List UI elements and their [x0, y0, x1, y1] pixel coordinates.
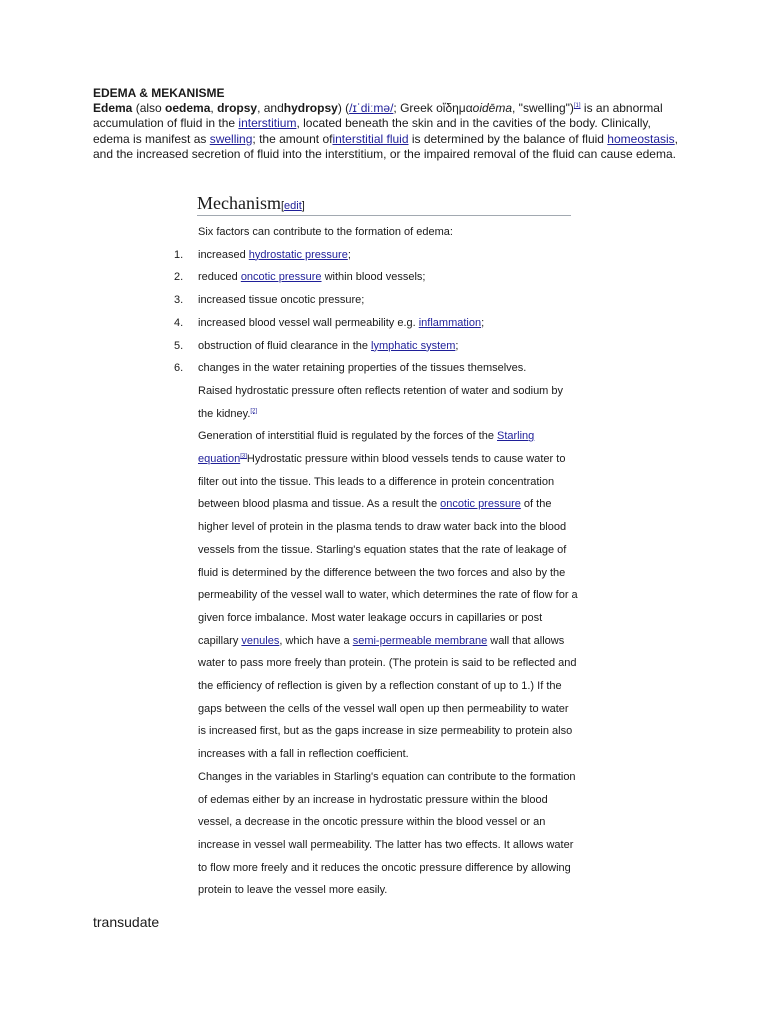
factor-item: [174, 335, 578, 358]
inflammation-link[interactable]: inflammation: [418, 316, 482, 329]
factor-text: obstruction of fluid clearance in the: [198, 339, 372, 352]
factor-number: 1.: [174, 248, 184, 261]
swelling-link[interactable]: swelling: [209, 131, 253, 146]
edit-bracket-close: ]: [301, 200, 305, 212]
factor-item: [174, 266, 578, 289]
mechanism-body: [174, 221, 578, 902]
factor-text: ;: [347, 248, 351, 261]
hydrostatic-pressure-link[interactable]: hydrostatic pressure: [248, 248, 348, 261]
oncotic-pressure-link[interactable]: oncotic pressure: [240, 271, 322, 284]
intro-text: is an abnormal accumulation of fluid in the: [93, 101, 663, 131]
factor-text: ;: [455, 339, 459, 352]
intro-text: is determined by the balance of fluid: [408, 131, 608, 146]
factor-item: [174, 289, 578, 312]
paragraph-starling-variables: Changes in the variables in Starling's equation can contribute to the formation of edemas either by an increase in hydrostatic pressure within the blood vessel, a decrease in the oncotic pressure within the blood vessel or an increase in vessel wall permeability. The latter has two effects. It allows water to flow more freely and it reduces the oncotic pressure difference by allowing protein to leave the vessel more easily.: [198, 770, 576, 897]
paragraph-starling: [198, 425, 578, 766]
paragraph-text: of the higher level of protein in the plasma tends to draw water back into the blood vessels from the tissue. Starling's equation states that the rate of leakage of fluid is determined by the difference between the two forces and also by the permeability of the vessel wall to water, which determines the rate of flow for a given force imbalance. Most water leakage occurs in capillaries or post capillary: [198, 498, 578, 647]
section-heading-mechanism: [197, 193, 571, 216]
factor-number: 5.: [174, 339, 184, 352]
venules-link[interactable]: venules: [241, 634, 280, 647]
factor-text: reduced: [198, 271, 241, 284]
intro-text: , and: [257, 101, 284, 115]
starling-equation-link[interactable]: Starling equation: [198, 430, 535, 466]
paragraph-hydrostatic: [198, 380, 578, 425]
factor-number: 2.: [174, 271, 184, 284]
paragraph-text: Raised hydrostatic pressure often reflects retention of water and sodium by the kidney.: [198, 384, 564, 420]
factor-text: ;: [481, 316, 485, 329]
reference-link-1[interactable]: [1]: [573, 103, 581, 109]
term-edema: Edema: [93, 101, 133, 115]
term-dropsy: dropsy: [217, 101, 258, 115]
factor-text: increased tissue oncotic pressure;: [198, 294, 365, 307]
factor-item: [174, 244, 578, 267]
factor-text: within blood vessels;: [321, 271, 426, 284]
reference-link-2[interactable]: [2]: [250, 407, 258, 414]
semi-permeable-membrane-link[interactable]: semi-permeable membrane: [352, 634, 488, 647]
intro-text: (also: [132, 101, 166, 115]
interstitium-link[interactable]: interstitium: [238, 116, 297, 131]
term-hydropsy: hydropsy: [283, 101, 338, 115]
factor-text: increased blood vessel wall permeability e.g.: [198, 316, 419, 329]
intro-text: ; the amount of: [252, 131, 333, 146]
lymphatic-system-link[interactable]: lymphatic system: [371, 339, 456, 352]
intro-paragraph: [93, 101, 683, 162]
oncotic-pressure-link-2[interactable]: oncotic pressure: [440, 498, 521, 511]
intro-text: ; Greek οἴδημα: [393, 101, 473, 115]
footer-word-transudate: transudate: [93, 914, 160, 930]
ipa-link[interactable]: /ɪˈdiːmə/: [349, 101, 394, 115]
intro-text: ,: [210, 101, 218, 115]
factor-number: 4.: [174, 316, 184, 329]
edit-bracket-open: [: [280, 200, 285, 212]
intro-text: , and the increased secretion of fluid into the interstitium, or the impaired removal of the fluid can cause edema.: [93, 131, 679, 161]
greek-transliteration: oidēma: [472, 101, 513, 115]
intro-text: ) (: [337, 101, 350, 115]
paragraph-text: Hydrostatic pressure within blood vessels tends to cause water to filter out into the tissue. This leads to a difference in protein concentration between blood plasma and tissue. As a result the: [198, 453, 566, 511]
factor-text: changes in the water retaining properties of the tissues themselves.: [198, 362, 527, 375]
factor-item: [174, 357, 578, 380]
factor-number: 3.: [174, 294, 184, 307]
factor-text: increased: [198, 248, 249, 261]
homeostasis-link[interactable]: homeostasis: [607, 131, 675, 146]
reference-link-3[interactable]: [3]: [240, 453, 247, 460]
paragraph-text: , which have a: [279, 634, 353, 647]
factors-list: [174, 244, 578, 380]
paragraph-text: Generation of interstitial fluid is regulated by the forces of the: [198, 430, 497, 443]
intro-text: , "swelling"): [512, 101, 574, 115]
term-oedema: oedema: [165, 101, 211, 115]
section-heading-text: Mechanism: [197, 193, 281, 213]
factor-item: [174, 312, 578, 335]
interstitial-fluid-link[interactable]: interstitial fluid: [332, 131, 409, 146]
paragraph-text: wall that allows water to pass more freely than protein. (The protein is said to be reflected and the efficiency of reflection is given by a reflection constant of up to 1.) If the gaps between the cells of the vessel wall open up then permeability to water is increased first, but as the gaps increase in size permeability to protein also increases with a fall in reflection coefficient.: [198, 634, 577, 761]
factors-intro: Six factors can contribute to the formation of edema:: [198, 226, 453, 238]
edit-section-link[interactable]: edit: [284, 200, 302, 212]
document-title: EDEMA & MEKANISME: [93, 86, 225, 100]
factor-number: 6.: [174, 362, 184, 375]
intro-text: , located beneath the skin and in the cavities of the body. Clinically, edema is manifest as: [93, 116, 651, 146]
